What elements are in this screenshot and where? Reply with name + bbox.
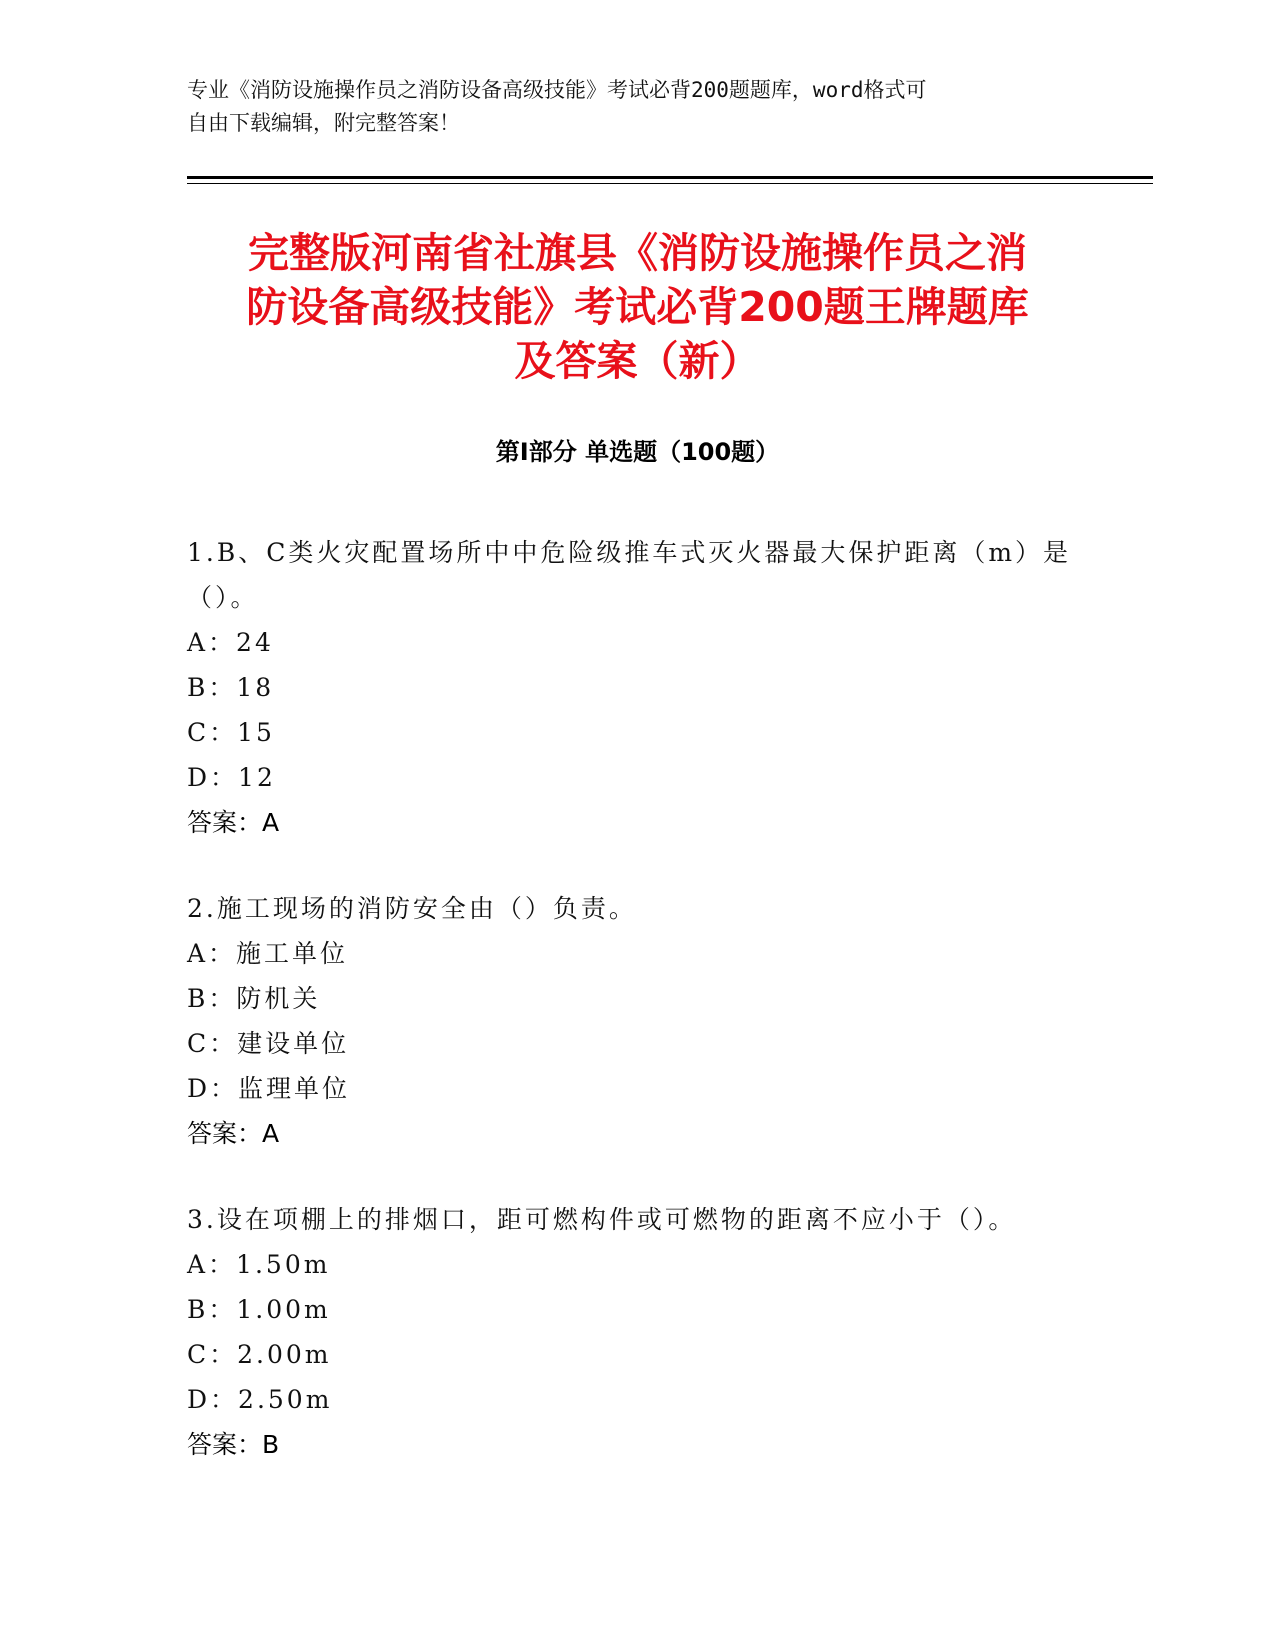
question-2-stem: 2.施工现场的消防安全由（）负责。 bbox=[187, 894, 637, 923]
question-2-answer: 答案：A bbox=[187, 1119, 280, 1148]
question-1-stem: 1.B、C类火灾配置场所中中危险级推车式灭火器最大保护距离（m）是 bbox=[187, 538, 1072, 567]
question-1 bbox=[187, 530, 1087, 846]
question-1-option-c: C：15 bbox=[187, 718, 275, 747]
question-3-stem: 3.设在项棚上的排烟口，距可燃构件或可燃物的距离不应小于（）。 bbox=[187, 1205, 1017, 1234]
header-note-line-1: 专业《消防设施操作员之消防设备高级技能》考试必背200题题库，word格式可 bbox=[187, 78, 927, 102]
section-heading: 第Ⅰ部分 单选题（100题） bbox=[495, 438, 780, 466]
document-title bbox=[150, 226, 1125, 388]
question-3-option-a: A：1.50m bbox=[187, 1250, 331, 1279]
question-2-option-a: A：施工单位 bbox=[187, 939, 349, 968]
question-list bbox=[187, 530, 1087, 1508]
question-1-option-b: B：18 bbox=[187, 673, 275, 702]
question-3-option-b: B：1.00m bbox=[187, 1295, 331, 1324]
document-title-line-1: 完整版河南省社旗县《消防设施操作员之消 bbox=[248, 229, 1027, 277]
question-2-option-c: C：建设单位 bbox=[187, 1029, 350, 1058]
question-2-option-d: D：监理单位 bbox=[187, 1074, 351, 1103]
question-3-answer: 答案：B bbox=[187, 1430, 280, 1459]
header-divider-thick bbox=[187, 176, 1153, 179]
question-3 bbox=[187, 1197, 1087, 1468]
header-note-line-2: 自由下载编辑，附完整答案！ bbox=[187, 111, 460, 135]
question-2-option-b: B：防机关 bbox=[187, 984, 321, 1013]
question-3-option-d: D：2.50m bbox=[187, 1385, 333, 1414]
question-1-stem-continued: （）。 bbox=[187, 583, 259, 612]
header-note bbox=[187, 74, 1087, 140]
question-3-option-c: C：2.00m bbox=[187, 1340, 332, 1369]
document-title-line-3: 及答案（新） bbox=[514, 337, 761, 385]
header-divider-thin bbox=[187, 183, 1153, 184]
question-2 bbox=[187, 886, 1087, 1157]
question-1-option-a: A：24 bbox=[187, 628, 274, 657]
question-1-option-d: D：12 bbox=[187, 763, 276, 792]
document-title-line-2: 防设备高级技能》考试必背200题王牌题库 bbox=[246, 283, 1029, 331]
question-1-answer: 答案：A bbox=[187, 808, 280, 837]
